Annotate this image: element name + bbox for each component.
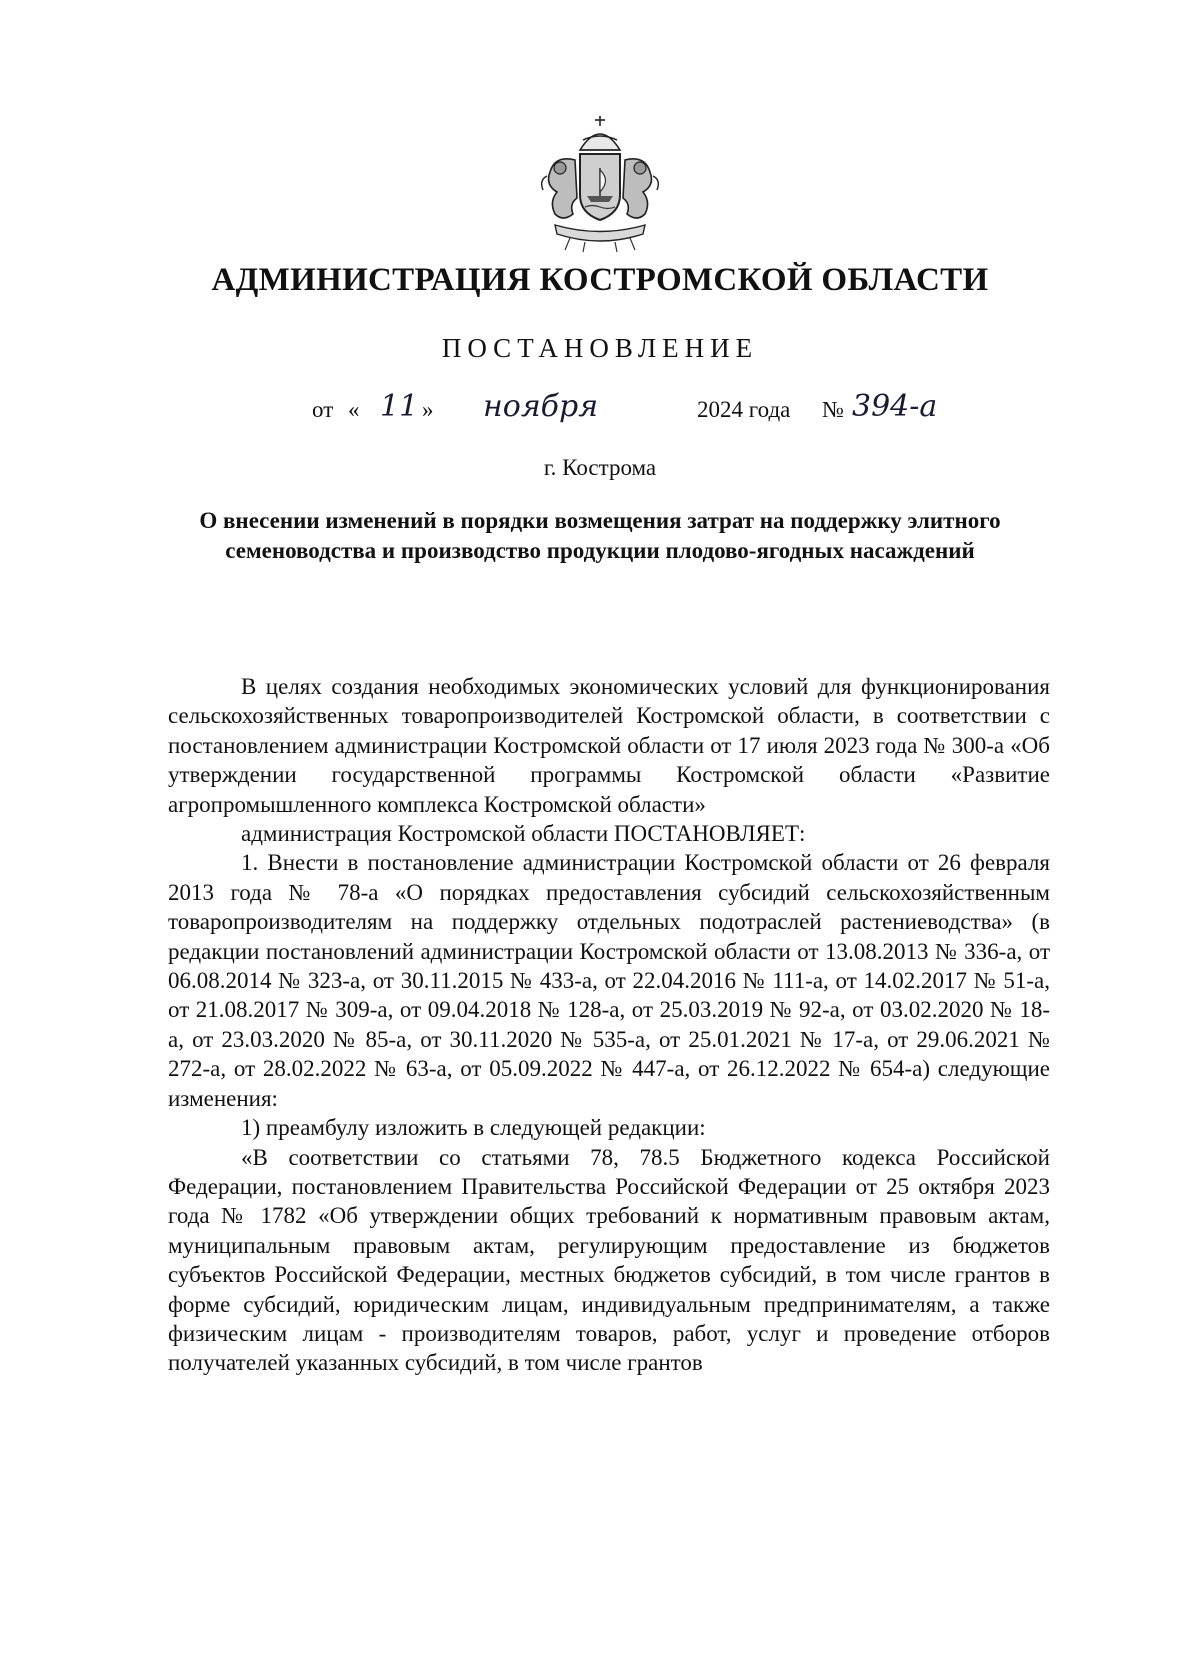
body-paragraph: 1. Внести в постановление администрации Костромской области от 26 февраля 2013 года № 78-а «О порядках предоставления субсидий сельскохозяйственным товаропроизводителям на поддержку отдельных подотраслей растениеводства» (в редакции постановлений администрации Костромской области от 13.08.2013 № 336-а, от 06.08.2014 № 323-а, от 30.11.2015 № 433-а, от 22.04.2016 № 111-а, от 14.02.2017 № 51-а, от 21.08.2017 № 309-а, от 09.04.2018 № 128-а, от 25.03.2019 № 92-а, от 03.02.2020 № 18-а, от 23.03.2020 № 85-а, от 30.11.2020 № 535-а, от 25.01.2021 № 17-а, от 29.06.2021 № 272-а, от 28.02.2022 № 63-а, от 05.09.2022 № 447-а, от 26.12.2022 № 654-а) следующие изменения: <box>168 850 1050 1111</box>
city-line: г. Кострома <box>543 455 657 480</box>
handwritten-day: 11 <box>380 389 419 424</box>
date-year: 2024 года <box>697 397 791 422</box>
body-paragraph: В целях создания необходимых экономических условий для функционирования сельскохозяйственных товаропроизводителей Костромской области, в соответствии с постановлением администрации Костромской области от 17 июля 2023 года № 300-а «Об утверждении государственной программы Костромской области «Развитие агропромышленного комплекса Костромской области» <box>168 674 1050 817</box>
organization-title: АДМИНИСТРАЦИЯ КОСТРОМСКОЙ ОБЛАСТИ <box>211 262 989 298</box>
document-type: ПОСТАНОВЛЕНИЕ <box>441 333 759 363</box>
number-sign: № <box>822 397 844 422</box>
body-paragraph: «В соответствии со статьями 78, 78.5 Бюджетного кодекса Российской Федерации, постановлением Правительства Российской Федерации от 25 октября 2023 года № 1782 «Об утверждении общих требований к нормативным правовым актам, муниципальным правовым актам, регулирующим предоставление из бюджетов субъектов Российской Федерации, местных бюджетов субсидий, в том числе грантов в форме субсидий, юридическим лицам, индивидуальным предпринимателям, а также физическим лицам - производителям товаров, работ, услуг и проведение отборов получателей указанных субсидий, в том числе грантов <box>168 1144 1050 1376</box>
coat-of-arms-icon <box>525 110 675 255</box>
document-body <box>168 672 1050 1378</box>
body-paragraph: 1) преамбулу изложить в следующей редакции: <box>241 1115 706 1141</box>
handwritten-month: ноября <box>483 389 599 424</box>
date-number-line <box>0 389 1200 437</box>
quote-close: » <box>422 397 434 422</box>
document-subject: О внесении изменений в порядки возмещения затрат на поддержку элитного семеноводства и производство продукции плодово-ягодных насаждений <box>199 508 1001 563</box>
handwritten-number: 394-а <box>852 389 938 424</box>
body-paragraph: администрация Костромской области ПОСТАНОВЛЯЕТ: <box>241 821 806 847</box>
quote-open: « <box>348 397 360 422</box>
date-prefix: от <box>312 397 334 422</box>
